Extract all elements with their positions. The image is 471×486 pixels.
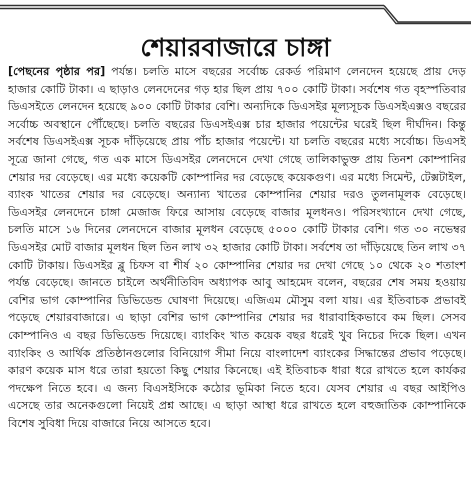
page-top-rule	[0, 0, 471, 28]
rule-graphic	[0, 0, 471, 28]
article-body	[8, 63, 466, 483]
article-headline: শেয়ারবাজারে চাঙ্গা	[140, 33, 331, 62]
continued-from-back-page-label: [পেছনের পৃষ্ঠার পর]	[8, 65, 106, 78]
article-text: পর্যন্ত। চলতি মাসে বছরের সর্বোচ্চ রেকর্ড পরিমাণ লেনদেন হয়েছে প্রায় দেড় হাজার কোটি টাকা। এ ছাড়াও লেনদেনের গড় হার ছিল প্রায় ৭০০ কোটি টাকা। সর্বশেষ গত বৃহস্পতিবার ডিএসইতে লেনদেন হয়েছে ৯০০ কোটি টাকার বেশি। অন্যদিকে ডিএসইর মূল্যসূচক ডিএসইএক্সও বছরের সর্বোচ্চ অবস্থানে পৌঁছেছে। চলতি বছরের ডিএসইএক্স চার হাজার পয়েন্টের ঘরেই ছিল দীর্ঘদিন। কিন্তু সর্বশেষ ডিএসইএক্স সূচক দাঁড়িয়েছে প্রায় পাঁচ হাজার পয়েন্টে। যা চলতি বছরের মধ্যে সর্বোচ্চ। ডিএসই সূত্রে জানা গেছে, গত এক মাসে ডিএসইর লেনদেনে দেখা গেছে তালিকাভুক্ত প্রায় তিনশ কোম্পানির শেয়ার দর বেড়েছে। এর মধ্যে কয়েকটি কোম্পানির দর বেড়েছে কয়েকগুণ। এর মধ্যে সিমেন্ট, টেক্সটাইল, ব্যাংক খাতের শেয়ার দর বেড়েছে। অন্যান্য খাতের কোম্পানির শেয়ার দরও তুলনামূলক বেড়েছে। ডিএসইর লেনদেনে চাঙ্গা মেজাজ ফিরে আসায় বেড়েছে বাজার মূলধনও। পরিসংখ্যানে দেখা গেছে, চলতি মাসে ১৬ দিনের লেনদেনে বাজার মূলধন বেড়েছে ৫০০০ কোটি টাকার বেশি। গত ৩০ নভেম্বর ডিএসইর মোট বাজার মূলধন ছিল তিন লাখ ৩২ হাজার কোটি টাকা। সর্বশেষ তা দাঁড়িয়েছে তিন লাখ ৩৭ কোটি টাকায়। ডিএসইর ব্লু চিফস বা শীর্ষ ২০ কোম্পানির শেয়ার দর দেখা গেছে ১০ থেকে ২০ শতাংশ পর্যন্ত বেড়েছে। জানতে চাইলে অর্থনীতিবিদ অধ্যাপক আবু আহমেদ বলেন, বছরের শেষ সময় হওয়ায় বেশির ভাগ কোম্পানির ডিভিডেন্ড ঘোষণা দিয়েছে। এজিএম মৌসুম বলা যায়। এর ইতিবাচক প্রভাবই পড়েছে শেয়ারবাজারে। এ ছাড়া বেশির ভাগ কোম্পানির শেয়ার দর ধারাবাহিকভাবে কম ছিল। সেসব কোম্পানিও এ বছর ডিভিডেন্ড দিয়েছে। ব্যাংকিং খাত কয়েক বছর ধরেই খুব নিচের দিকে ছিল। এখন ব্যাংকিং ও আর্থিক প্রতিষ্ঠানগুলোর বিনিয়োগ সীমা নিয়ে বাংলাদেশ ব্যাংকের সিদ্ধান্তের প্রভাব পড়েছে। কারণ কয়েক মাস ধরে তারা হয়তো কিছু শেয়ার কিনেছে। এই ইতিবাচক ধারা ধরে রাখতে হলে কার্যকর পদক্ষেপ নিতে হবে। এ জন্য বিএসইসিকে কঠোর ভূমিকা নিতে হবে। যেসব শেয়ার এ বছর আইপিও এসেছে তার অনেকগুলো নিয়েই প্রশ্ন আছে। এ ছাড়া আস্থা ধরে রাখতে হলে বহুজাতিক কোম্পানিকে বিশেষ সুবিধা দিয়ে বাজারে নিয়ে আসতে হবে।	[8, 65, 466, 430]
